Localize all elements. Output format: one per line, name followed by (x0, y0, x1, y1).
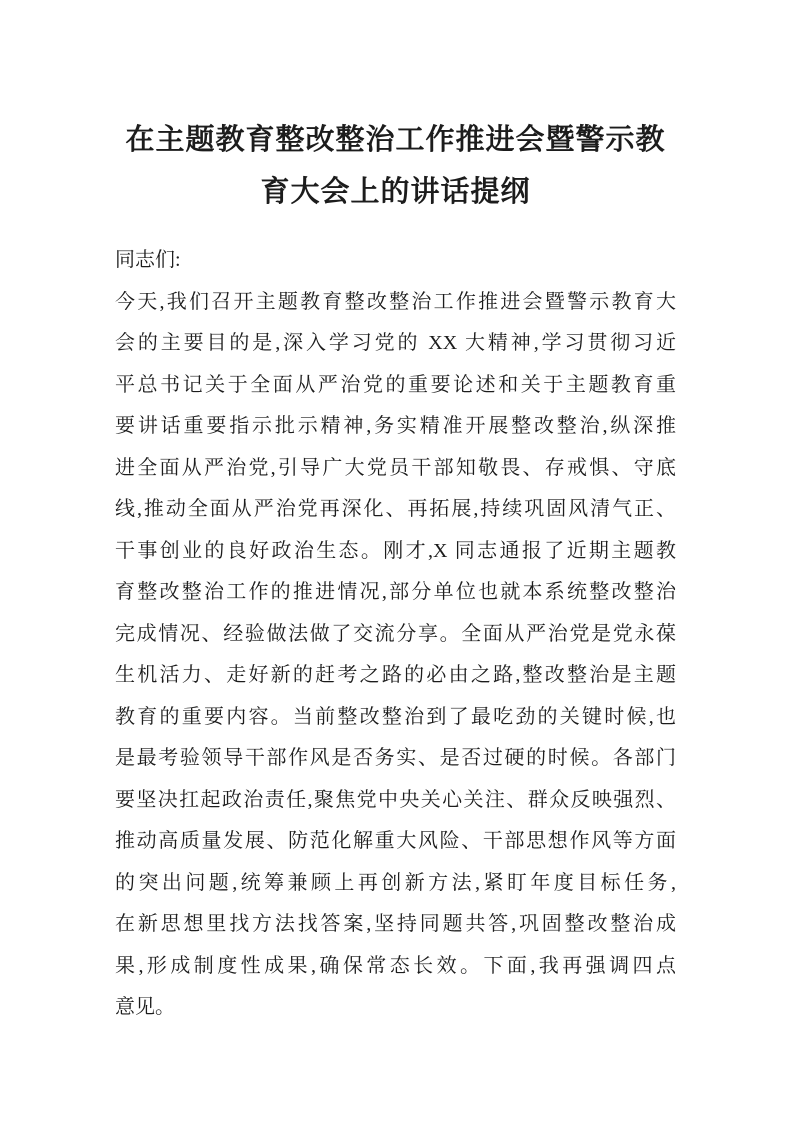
paragraph (115, 282, 676, 1029)
paragraph-line: 今天,我们召开主题教育整改整治工作推进会暨警示教育大 (115, 290, 676, 313)
title-line: 育大会上的讲话提纲 (260, 176, 531, 208)
paragraph-line: 在新思想里找方法找答案,坚持同题共答,巩固整改整治成 (115, 913, 676, 935)
paragraph-line: 果,形成制度性成果,确保常态长效。下面,我再强调四点 (115, 954, 676, 977)
paragraph-line: 教育的重要内容。当前整改整治到了最吃劲的关键时候,也 (115, 705, 676, 728)
paragraph-line: 完成情况、经验做法做了交流分享。全面从严治党是党永葆 (115, 622, 676, 645)
paragraph-line: 要讲话重要指示批示精神,务实精准开展整改整治,纵深推 (115, 415, 676, 437)
paragraph-line: 会的主要目的是,深入学习党的 XX 大精神,学习贯彻习近 (115, 332, 676, 354)
paragraph-line: 育整改整治工作的推进情况,部分单位也就本系统整改整治 (115, 581, 676, 603)
title-line: 在主题教育整改整治工作推进会暨警示教 (125, 124, 666, 156)
paragraph-line: 的突出问题,统筹兼顾上再创新方法,紧盯年度目标任务, (115, 871, 676, 894)
paragraph-line: 生机活力、走好新的赶考之路的必由之路,整改整治是主题 (115, 664, 676, 686)
paragraph-line: 要坚决扛起政治责任,聚焦党中央关心关注、群众反映强烈、 (115, 788, 676, 811)
paragraph-line: 线,推动全面从严治党再深化、再拓展,持续巩固风清气正、 (115, 498, 676, 520)
paragraph-line: 进全面从严治党,引导广大党员干部知敬畏、存戒惧、守底 (115, 456, 676, 479)
document-body (115, 240, 676, 1029)
paragraph-line: 推动高质量发展、防范化解重大风险、干部思想作风等方面 (115, 830, 676, 852)
paragraph-line: 平总书记关于全面从严治党的重要论述和关于主题教育重 (115, 373, 676, 396)
paragraph-line: 意见。 (115, 996, 175, 1018)
salutation: 同志们: (115, 249, 181, 271)
paragraph-line: 是最考验领导干部作风是否务实、是否过硬的时候。各部门 (115, 747, 676, 769)
paragraph-line: 干事创业的良好政治生态。刚才,X 同志通报了近期主题教 (115, 539, 676, 562)
document-title (115, 114, 676, 218)
